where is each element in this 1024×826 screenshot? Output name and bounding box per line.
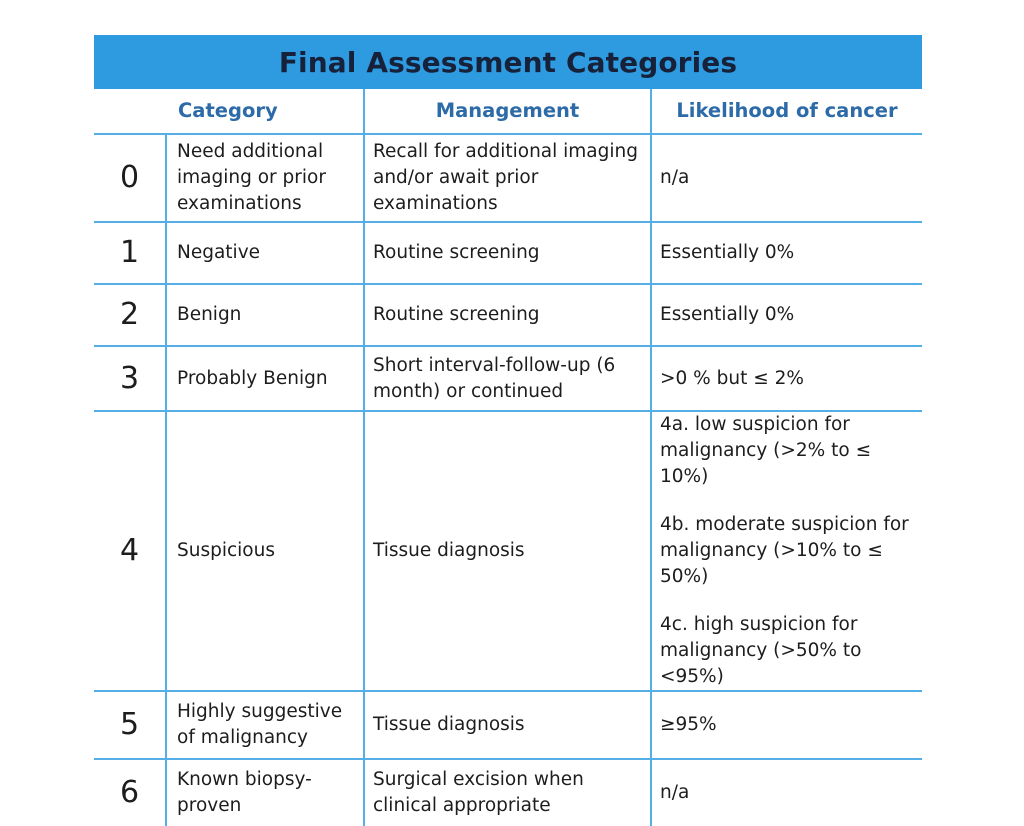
- header-likelihood: Likelihood of cancer: [651, 89, 922, 134]
- category-cell: Benign: [166, 284, 364, 346]
- management-cell: Routine screening: [364, 284, 651, 346]
- category-number: 2: [94, 284, 166, 346]
- category-number: 0: [94, 134, 166, 222]
- category-cell: Probably Benign: [166, 346, 364, 411]
- management-cell: Surgical excision when clinical appropriate: [364, 759, 651, 826]
- category-cell: Highly suggestive of malignancy: [166, 691, 364, 759]
- header-management: Management: [364, 89, 651, 134]
- category-cell: Need additional imaging or prior examinations: [166, 134, 364, 222]
- category-number: 1: [94, 222, 166, 284]
- category-cell: Known biopsy-proven: [166, 759, 364, 826]
- table-row: [94, 284, 922, 346]
- likelihood-subcategory-4a: 4a. low suspicion for malignancy (>2% to ≤ 10%): [660, 414, 872, 487]
- assessment-table: [94, 89, 922, 826]
- category-cell: Negative: [166, 222, 364, 284]
- table-row: [94, 411, 922, 691]
- header-number: [94, 89, 166, 134]
- table-title: Final Assessment Categories: [94, 35, 922, 89]
- management-cell: Short interval-follow-up (6 month) or continued: [364, 346, 651, 411]
- table-row: [94, 346, 922, 411]
- likelihood-subcategory-4b: 4b. moderate suspicion for malignancy (>10% to ≤ 50%): [660, 514, 909, 587]
- likelihood-cell: ≥95%: [651, 691, 922, 759]
- likelihood-cell: >0 % but ≤ 2%: [651, 346, 922, 411]
- category-number: 3: [94, 346, 166, 411]
- likelihood-subcategory-4c: 4c. high suspicion for malignancy (>50% to <95%): [660, 614, 862, 687]
- table-row: [94, 691, 922, 759]
- header-category: Category: [166, 89, 364, 134]
- header-row: [94, 89, 922, 134]
- category-number: 5: [94, 691, 166, 759]
- table-row: [94, 222, 922, 284]
- management-cell: Routine screening: [364, 222, 651, 284]
- likelihood-cell: Essentially 0%: [651, 222, 922, 284]
- management-cell: Recall for additional imaging and/or await prior examinations: [364, 134, 651, 222]
- likelihood-cell: [651, 411, 922, 691]
- likelihood-cell: Essentially 0%: [651, 284, 922, 346]
- category-number: 6: [119, 775, 140, 810]
- table-row: [94, 759, 922, 826]
- likelihood-cell: n/a: [651, 759, 922, 826]
- management-cell: Tissue diagnosis: [364, 691, 651, 759]
- likelihood-cell: n/a: [651, 134, 922, 222]
- management-cell: Tissue diagnosis: [364, 411, 651, 691]
- category-number: 4: [94, 411, 166, 691]
- table-row: [94, 134, 922, 222]
- category-cell: Suspicious: [166, 411, 364, 691]
